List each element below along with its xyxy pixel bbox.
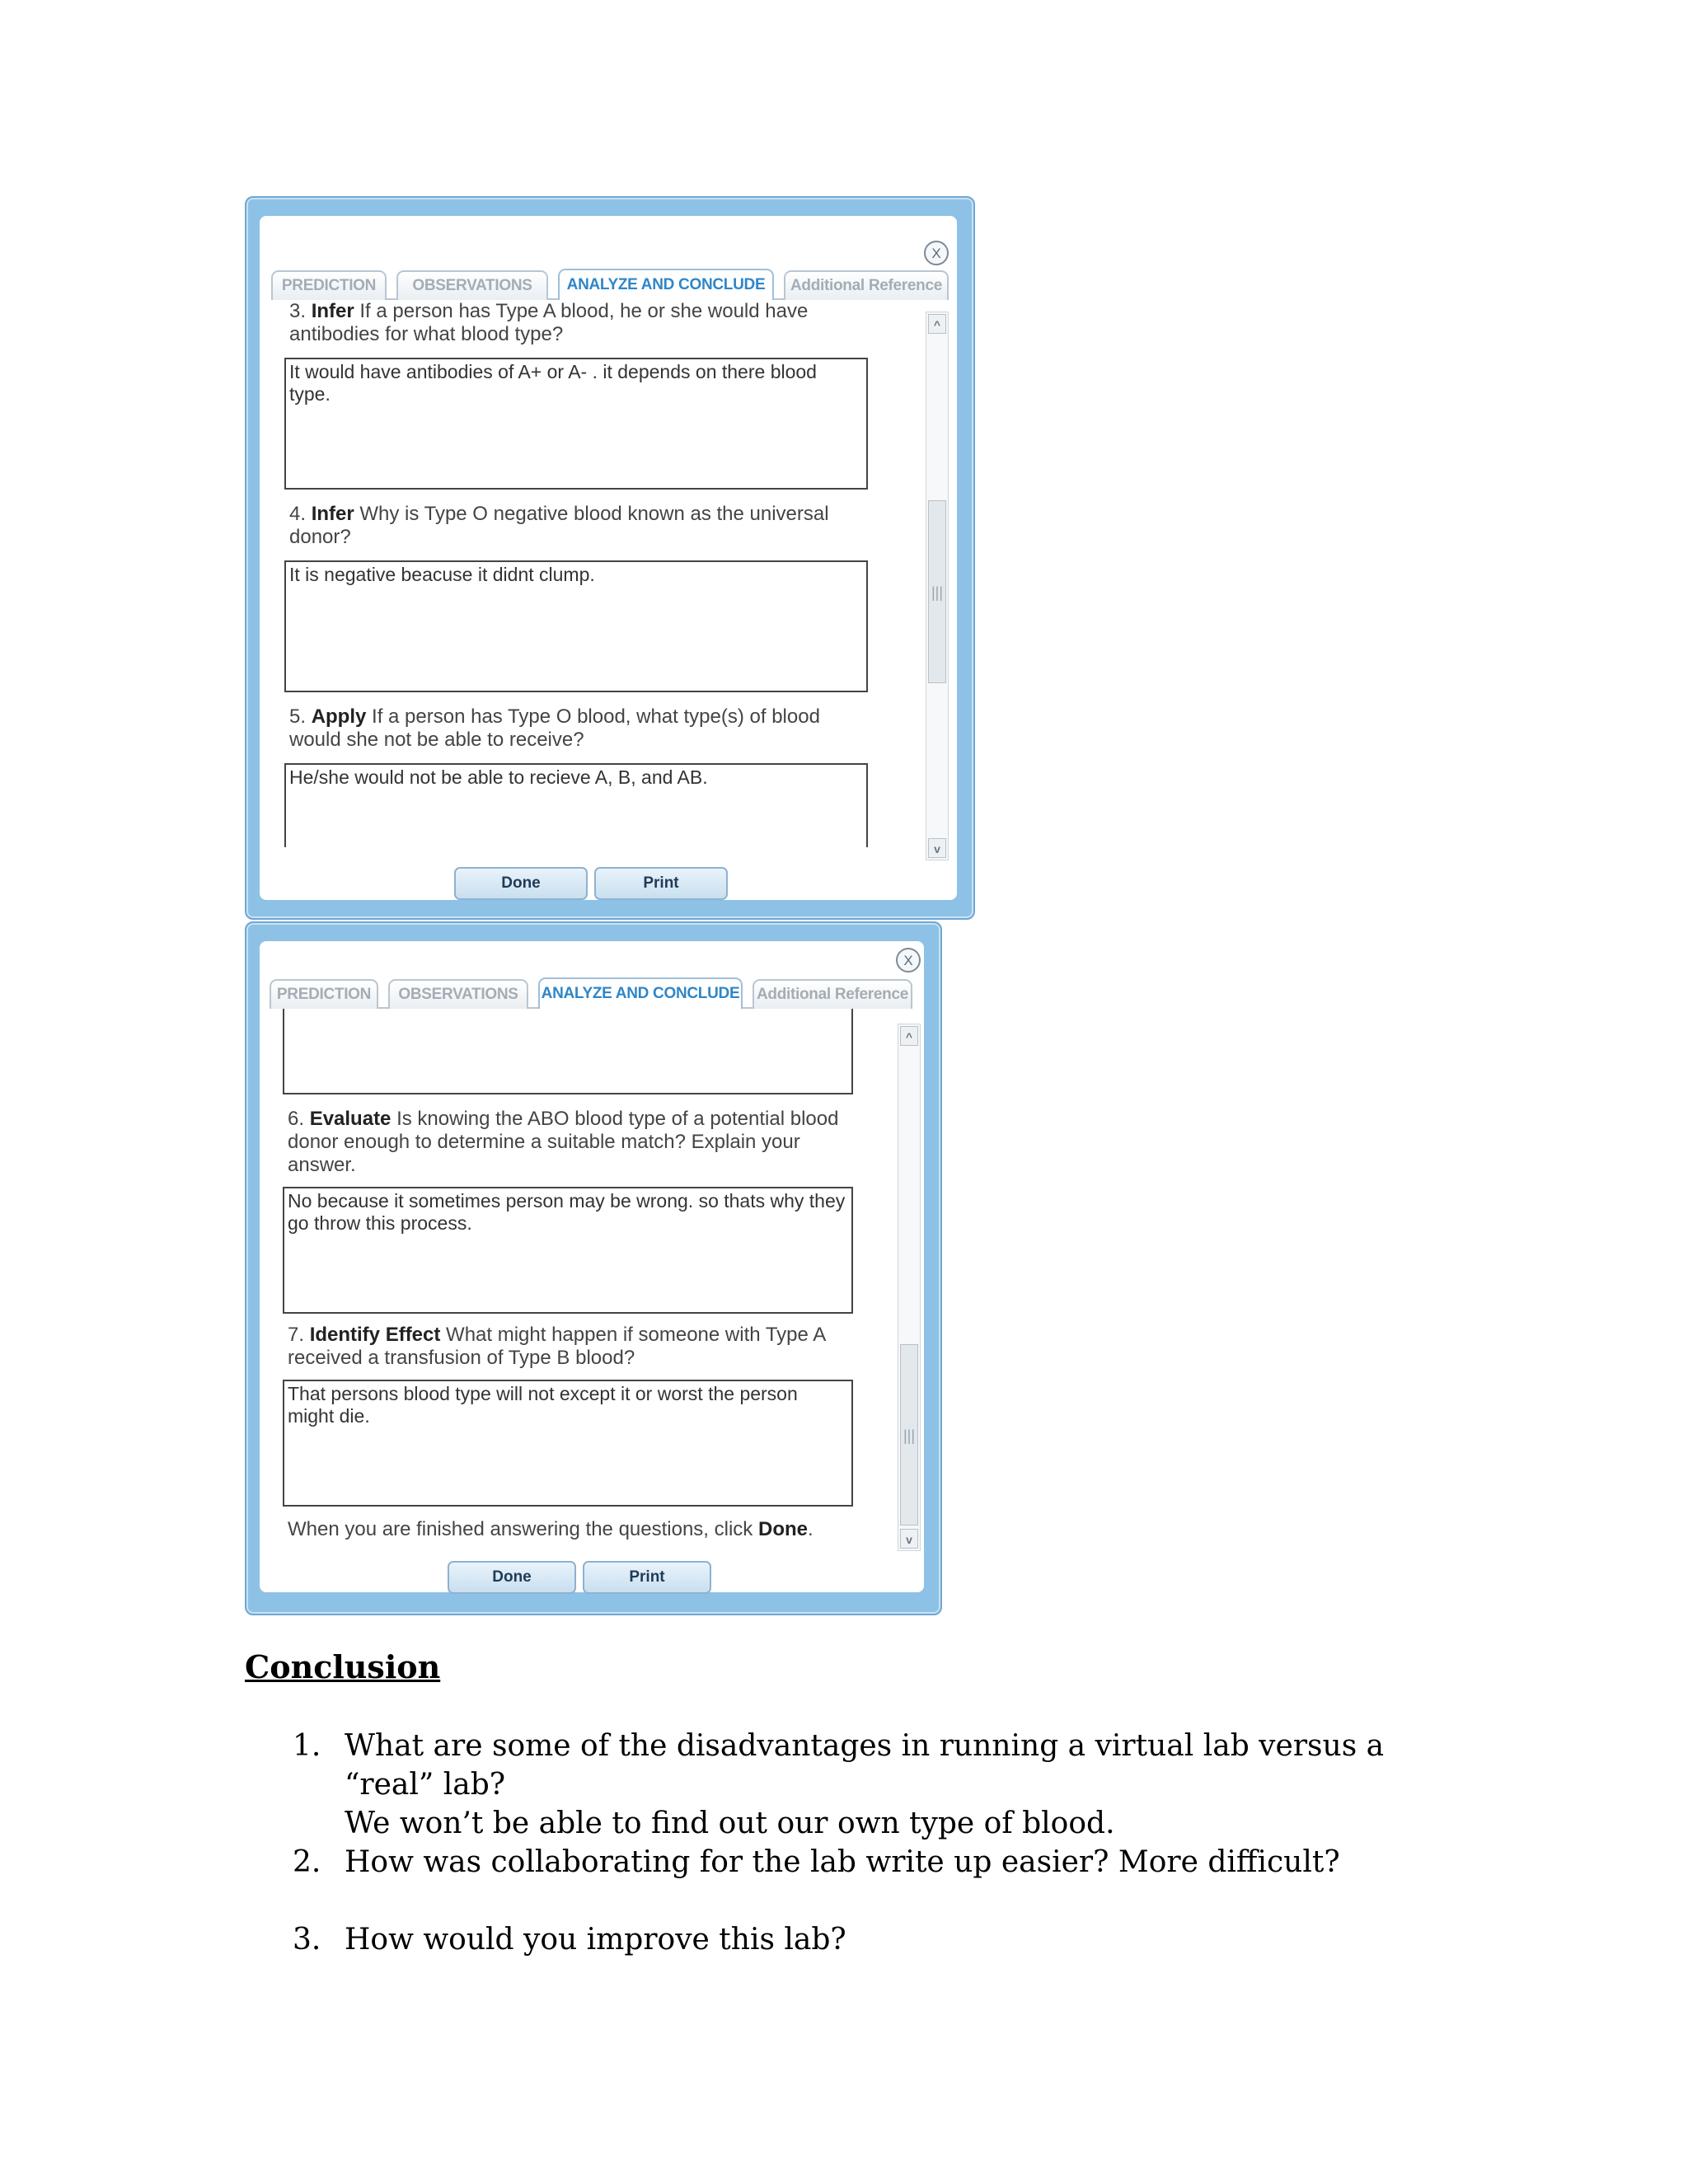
tab-prediction[interactable]: PREDICTION bbox=[271, 270, 387, 300]
question-content bbox=[271, 300, 898, 847]
question-3: 3. Infer If a person has Type A blood, he or she would have antibodies for what blood type? bbox=[289, 300, 809, 345]
scroll-down-icon[interactable]: v bbox=[928, 838, 946, 858]
done-button[interactable]: Done bbox=[454, 867, 588, 900]
list-item: 1. What are some of the disadvantages in running a virtual lab versus a “real” lab? We won’t be able to find out our own type of blood. bbox=[293, 1727, 1447, 1843]
conclusion-question: How was collaborating for the lab write up easier? More difficult? bbox=[345, 1845, 1340, 1879]
tab-bar bbox=[270, 977, 912, 1009]
tab-additional-reference[interactable]: Additional Reference bbox=[753, 979, 912, 1009]
close-icon[interactable]: X bbox=[896, 948, 921, 972]
scroll-down-icon[interactable]: v bbox=[900, 1529, 918, 1549]
conclusion-list bbox=[293, 1727, 1447, 1959]
question-keyword: Infer bbox=[311, 300, 354, 322]
tab-analyze-and-conclude[interactable]: ANALYZE AND CONCLUDE bbox=[538, 977, 743, 1009]
conclusion-question: What are some of the disadvantages in running a virtual lab versus a “real” lab? bbox=[345, 1729, 1385, 1802]
lab-dialog-1 bbox=[245, 196, 975, 920]
question-keyword: Identify Effect bbox=[309, 1324, 441, 1346]
list-item: 2. How was collaborating for the lab write up easier? More difficult? bbox=[293, 1843, 1447, 1920]
dialog-body bbox=[260, 216, 957, 900]
answer-field-7[interactable]: That persons blood type will not except it or worst the person might die. bbox=[283, 1380, 853, 1507]
scroll-thumb[interactable]: ||| bbox=[928, 500, 946, 683]
vertical-scrollbar[interactable] bbox=[926, 312, 949, 860]
conclusion-heading: Conclusion bbox=[245, 1648, 441, 1685]
tab-additional-reference[interactable]: Additional Reference bbox=[784, 270, 949, 300]
print-button[interactable]: Print bbox=[594, 867, 728, 900]
tab-prediction[interactable]: PREDICTION bbox=[270, 979, 378, 1009]
question-7: 7. Identify Effect What might happen if someone with Type A received a transfusion of Type B blood? bbox=[288, 1324, 825, 1369]
tab-observations[interactable]: OBSERVATIONS bbox=[396, 270, 548, 300]
question-content bbox=[270, 1009, 879, 1546]
answer-field-4[interactable]: It is negative beacuse it didnt clump. bbox=[284, 560, 868, 692]
conclusion-answer: We won’t be able to find out our own type of blood. bbox=[345, 1807, 1115, 1840]
scroll-thumb[interactable]: ||| bbox=[900, 1344, 918, 1526]
print-button[interactable]: Print bbox=[583, 1561, 711, 1594]
list-item: 3. How would you improve this lab? bbox=[293, 1920, 1447, 1959]
tab-bar bbox=[271, 269, 949, 300]
question-4: 4. Infer Why is Type O negative blood known as the universal donor? bbox=[289, 503, 829, 548]
dialog-body bbox=[260, 941, 924, 1592]
vertical-scrollbar[interactable] bbox=[898, 1024, 921, 1551]
question-keyword: Infer bbox=[311, 503, 354, 525]
conclusion-question: How would you improve this lab? bbox=[345, 1923, 846, 1957]
finish-instruction: When you are finished answering the questions, click Done. bbox=[288, 1518, 814, 1540]
question-5: 5. Apply If a person has Type O blood, what type(s) of blood would she not be able to receive? bbox=[289, 705, 820, 751]
answer-field-6[interactable]: No because it sometimes person may be wrong. so thats why they go throw this process. bbox=[283, 1187, 853, 1314]
conclusion-answer bbox=[345, 1882, 1447, 1920]
tab-analyze-and-conclude[interactable]: ANALYZE AND CONCLUDE bbox=[558, 269, 774, 300]
scroll-up-icon[interactable]: ^ bbox=[928, 314, 946, 334]
scroll-up-icon[interactable]: ^ bbox=[900, 1026, 918, 1046]
answer-field-3[interactable]: It would have antibodies of A+ or A- . it depends on there blood type. bbox=[284, 358, 868, 490]
answer-field-5[interactable] bbox=[283, 1009, 853, 1094]
question-keyword: Apply bbox=[311, 705, 367, 728]
done-button[interactable]: Done bbox=[448, 1561, 576, 1594]
question-6: 6. Evaluate Is knowing the ABO blood type of a potential blood donor enough to determine a suitable match? Explain your answer. bbox=[288, 1108, 839, 1176]
lab-dialog-2 bbox=[245, 921, 942, 1615]
answer-field-5[interactable]: He/she would not be able to recieve A, B, and AB. bbox=[284, 763, 868, 847]
question-keyword: Evaluate bbox=[309, 1108, 392, 1130]
close-icon[interactable]: X bbox=[924, 241, 949, 265]
tab-observations[interactable]: OBSERVATIONS bbox=[388, 979, 528, 1009]
